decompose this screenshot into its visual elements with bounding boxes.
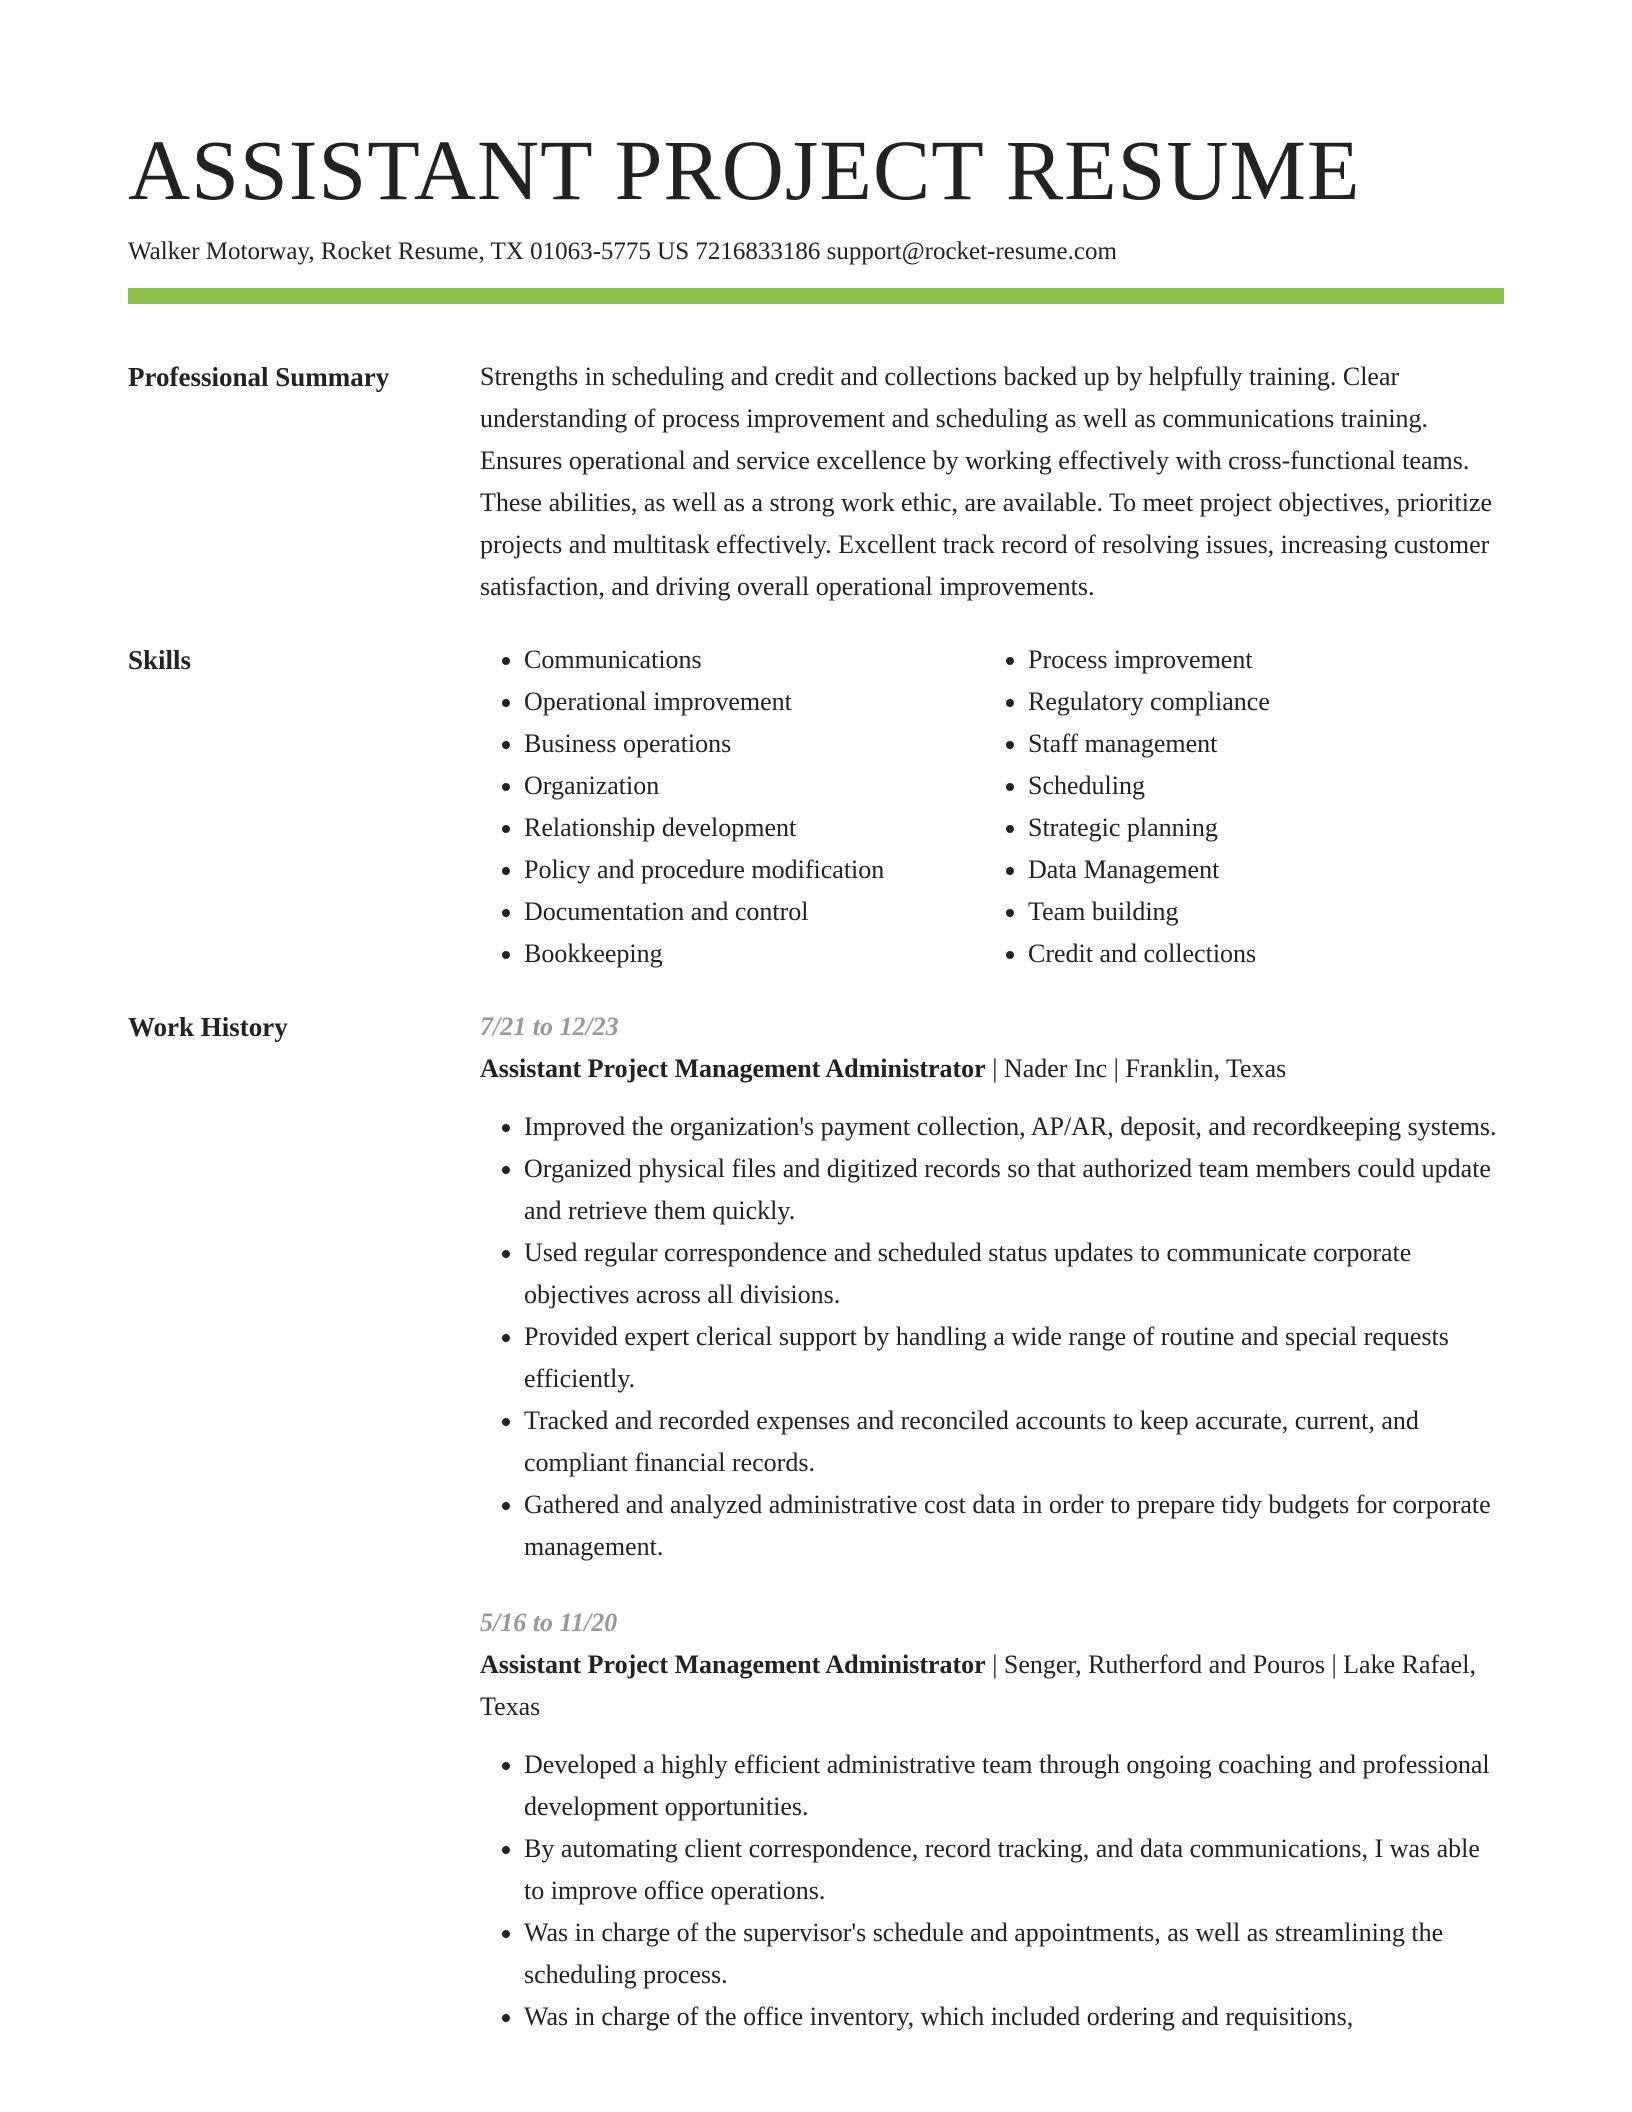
skill-item: • Business operations xyxy=(524,723,984,765)
skill-item: • Bookkeeping xyxy=(524,933,984,975)
job-bullet: • Provided expert clerical support by handling a wide range of routine and special requests efficiently. xyxy=(524,1316,1504,1400)
skill-item: • Operational improvement xyxy=(524,681,984,723)
job-title: Assistant Project Management Administrator xyxy=(480,1054,986,1083)
skill-item: • Scheduling xyxy=(1028,765,1528,807)
job-date: 7/21 to 12/23 xyxy=(480,1012,619,1041)
skill-item: • Documentation and control xyxy=(524,891,984,933)
skill-item: • Communications xyxy=(524,639,984,681)
job-bullet: • Gathered and analyzed administrative cost data in order to prepare tidy budgets for corporate management. xyxy=(524,1484,1504,1568)
skill-item: • Strategic planning xyxy=(1028,807,1528,849)
skill-item: • Staff management xyxy=(1028,723,1528,765)
job-bullet: • Used regular correspondence and scheduled status updates to communicate corporate objectives across all divisions. xyxy=(524,1232,1504,1316)
contact-line: Walker Motorway, Rocket Resume, TX 01063-5775 US 7216833186 support@rocket-resume.com xyxy=(128,238,1117,265)
section-label-work: Work History xyxy=(128,1012,288,1042)
summary-text: Strengths in scheduling and credit and collections backed up by helpfully training. Clear understanding of process improvement and scheduling as well as communications training. Ensures operational and service excellence by working effectively with cross-functional teams. These abilities, as well as a strong work ethic, are available. To meet project objectives, prioritize projects and multitask effectively. Excellent track record of resolving issues, increasing customer satisfaction, and driving overall operational improvements. xyxy=(480,362,1493,601)
job-date: 5/16 to 11/20 xyxy=(480,1608,618,1637)
job-bullet: • By automating client correspondence, record tracking, and data communications, I was able to improve office operations. xyxy=(524,1828,1504,1912)
job-bullet: • Developed a highly efficient administrative team through ongoing coaching and professional development opportunities. xyxy=(524,1744,1504,1828)
skill-item: • Process improvement xyxy=(1028,639,1528,681)
job-bullet: • Improved the organization's payment collection, AP/AR, deposit, and recordkeeping systems. xyxy=(524,1106,1504,1148)
section-label-summary: Professional Summary xyxy=(128,362,390,392)
professional-summary-section xyxy=(128,356,1504,608)
job-header xyxy=(480,1644,1504,1728)
job-bullet: • Tracked and recorded expenses and reconciled accounts to keep accurate, current, and compliant financial records. xyxy=(524,1400,1504,1484)
job-header xyxy=(480,1048,1504,1090)
skill-item: • Regulatory compliance xyxy=(1028,681,1528,723)
section-label-skills: Skills xyxy=(128,645,192,675)
skills-section xyxy=(128,639,1504,975)
resume-title: ASSISTANT PROJECT RESUME xyxy=(128,122,1361,218)
skills-list-right xyxy=(984,639,1528,975)
resume-page xyxy=(128,118,1504,2072)
job-bullet: • Organized physical files and digitized records so that authorized team members could update and retrieve them quickly. xyxy=(524,1148,1504,1232)
skill-item: • Relationship development xyxy=(524,807,984,849)
job-bullet-list xyxy=(480,1106,1504,1568)
accent-divider xyxy=(128,288,1504,304)
skills-list-left xyxy=(480,639,984,975)
skill-item: • Organization xyxy=(524,765,984,807)
job-title: Assistant Project Management Administrator xyxy=(480,1650,986,1679)
skill-item: • Credit and collections xyxy=(1028,933,1528,975)
job-bullet-list xyxy=(480,1744,1504,2038)
job-details: | Nader Inc | Franklin, Texas xyxy=(985,1054,1287,1083)
skill-item: • Policy and procedure modification xyxy=(524,849,984,891)
job-entry xyxy=(480,1602,1504,2038)
work-history-section xyxy=(128,1006,1504,2072)
job-entry xyxy=(480,1006,1504,1568)
skill-item: • Team building xyxy=(1028,891,1528,933)
job-bullet: • Was in charge of the office inventory, which included ordering and requisitions, xyxy=(524,1996,1504,2038)
job-bullet: • Was in charge of the supervisor's schedule and appointments, as well as streamlining the scheduling process. xyxy=(524,1912,1504,1996)
job-details: | Senger, Rutherford and Pouros | Lake Rafael, Texas xyxy=(480,1650,1476,1721)
skill-item: • Data Management xyxy=(1028,849,1528,891)
